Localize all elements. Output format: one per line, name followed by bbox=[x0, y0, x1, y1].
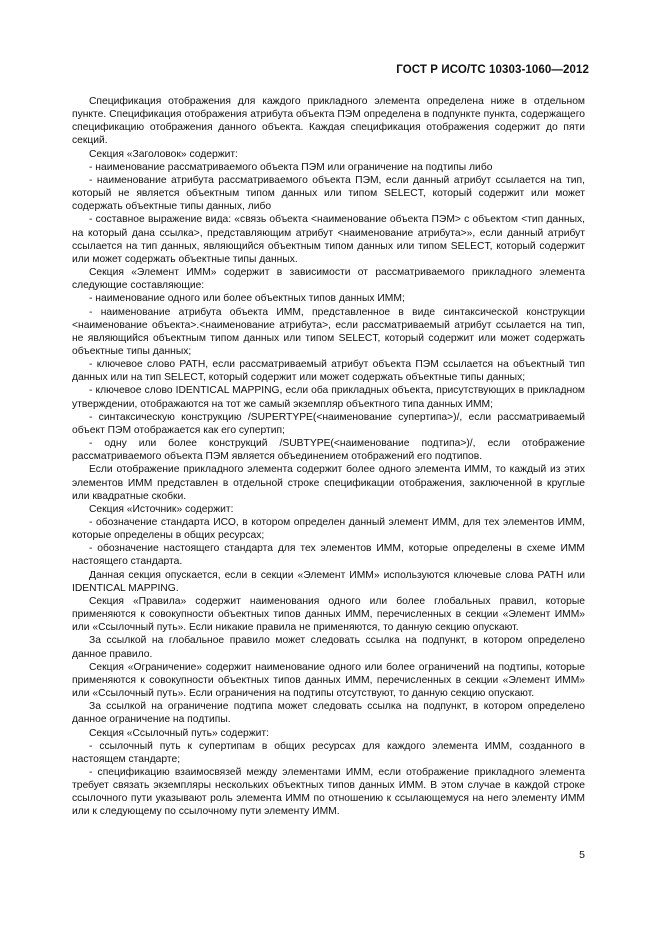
paragraph: Секция «Элемент ИММ» содержит в зависимости от рассматриваемого прикладного элемента следующие составляющие: bbox=[72, 267, 585, 292]
paragraph: Секция «Заголовок» содержит: bbox=[89, 148, 238, 160]
paragraph: Секция «Источник» содержит: bbox=[89, 503, 234, 515]
page-number: 5 bbox=[579, 849, 585, 861]
standard-designation: ГОСТ Р ИСО/ТС 10303-1060—2012 bbox=[396, 64, 589, 76]
list-item: - обозначение стандарта ИСО, в котором определен данный элемент ИММ, для тех элементов ИММ, которые определены в общих ресурсах; bbox=[72, 517, 585, 542]
list-item: - ключевое слово PATH, если рассматриваемый атрибут объекта ПЭМ ссылается на объектный тип данных или на тип SELECT, который содержит или может содержать объектные типы данных; bbox=[72, 359, 585, 384]
list-item: - наименование атрибута рассматриваемого объекта ПЭМ, если данный атрибут ссылается на тип, который не является объектным типом данных или типом SELECT, который содержит или может содержать объектные типы данных, либо bbox=[72, 174, 585, 213]
list-item: - составное выражение вида: «связь объекта <наименование объекта ПЭМ> с объектом <тип данных, на который дана ссылка>, представляющим атрибут <наименование атрибута>», если данный атрибут ссылается на тип данных, являющийся объектным типом данных или типом SELECT, который содержит или может содержать объектные типы данных. bbox=[72, 214, 585, 265]
paragraph: За ссылкой на ограничение подтипа может следовать ссылка на подпункт, в котором определено данное ограничение на подтипы. bbox=[72, 701, 585, 726]
list-item: - наименование рассматриваемого объекта ПЭМ или ограничение на подтипы либо bbox=[89, 161, 493, 173]
list-item: - ключевое слово IDENTICAL MAPPING, если оба прикладных объекта, присутствующих в прикладном утверждении, отображаются на тот же самый экземпляр объектного типа данных ИММ; bbox=[72, 385, 585, 410]
paragraph: Спецификация отображения для каждого прикладного элемента определена ниже в отдельном пункте. Спецификация отображения атрибута объекта ПЭМ определена в подпункте пункта, содержащего спецификацию отображения данного объекта. Каждая спецификация отображения содержит до пяти секций. bbox=[72, 96, 585, 147]
paragraph: Секция «Правила» содержит наименования одного или более глобальных правил, которые применяются к совокупности объектных типов данных ИММ, перечисленных в секции «Элемент ИММ» или «Ссылочный путь». Если никакие правила не применяются, то данную секцию опускают. bbox=[72, 595, 585, 634]
body-text bbox=[72, 95, 585, 819]
paragraph: Секция «Ограничение» содержит наименование одного или более ограничений на подтипы, которые применяются к совокупности объектных типов данных ИММ, перечисленных в секции «Элемент ИММ» или «Ссылочный путь». Если ограничения на подтипы отсутствуют, то данную секцию опускают. bbox=[72, 661, 585, 700]
list-item: - ссылочный путь к супертипам в общих ресурсах для каждого элемента ИММ, созданного в настоящем стандарте; bbox=[72, 740, 585, 765]
list-item: - наименование одного или более объектных типов данных ИММ; bbox=[89, 293, 405, 305]
list-item: - спецификацию взаимосвязей между элементами ИММ, если отображение прикладного элемента требует связать экземпляры нескольких объектных типов данных ИММ. В этом случае в каждой строке ссылочного пути указывают роль элемента ИММ по отношению к ссылающемуся на него элементу ИММ или к следующему по ссылочному пути элементу ИММ. bbox=[72, 766, 585, 818]
list-item: - наименование атрибута объекта ИММ, представленное в виде синтаксической конструкции <наименование объекта>.<наименование атрибута>, если рассматриваемый атрибут ссылается на тип, не являющийся объектным типом данных или типом SELECT, который содержит или может содержать объектные типы данных; bbox=[72, 306, 585, 357]
paragraph: Если отображение прикладного элемента содержит более одного элемента ИММ, то каждый из этих элементов ИММ представлен в отдельной строке спецификации отображения, заключенной в круглые или квадратные скобки. bbox=[72, 464, 585, 502]
list-item: - одну или более конструкций /SUBTYPE(<наименование подтипа>)/, если отображение рассматриваемого объекта ПЭМ является объединением отображений его подтипов. bbox=[72, 438, 585, 463]
paragraph: За ссылкой на глобальное правило может следовать ссылка на подпункт, в котором определено данное правило. bbox=[72, 635, 585, 660]
paragraph: Данная секция опускается, если в секции «Элемент ИММ» используются ключевые слова PATH или IDENTICAL MAPPING. bbox=[72, 569, 585, 594]
list-item: - синтаксическую конструкцию /SUPERTYPE(<наименование супертипа>)/, если рассматриваемый объект ПЭМ отображается как его супертип; bbox=[72, 411, 585, 436]
list-item: - обозначение настоящего стандарта для тех элементов ИММ, которые определены в схеме ИММ настоящего стандарта. bbox=[72, 543, 585, 568]
paragraph: Секция «Ссылочный путь» содержит: bbox=[89, 727, 269, 739]
